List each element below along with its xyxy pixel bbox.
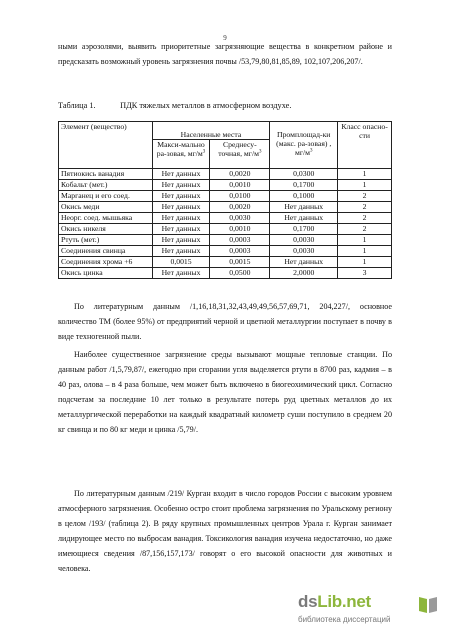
cell-industrial: 0,1700 [270, 180, 338, 191]
table-row [59, 169, 392, 180]
header-element: Элемент (вещество) [59, 122, 153, 169]
cell-industrial: 0,0300 [270, 169, 338, 180]
cell-avg: 0,0020 [210, 169, 270, 180]
table-title: ПДК тяжелых металлов в атмосферном воздухе. [120, 101, 292, 110]
cell-avg: 0,0003 [210, 246, 270, 257]
watermark-subtitle: библиотека диссертаций [298, 615, 391, 624]
cell-name: Кобальт (мет.) [59, 180, 153, 191]
cell-max: Нет данных [152, 268, 210, 279]
cell-class: 2 [338, 224, 392, 235]
cell-name: Соединения хрома +6 [59, 257, 153, 268]
cell-max: 0,0015 [152, 257, 210, 268]
cell-avg: 0,0100 [210, 191, 270, 202]
cell-max: Нет данных [152, 169, 210, 180]
cell-max: Нет данных [152, 180, 210, 191]
cell-class: 1 [338, 235, 392, 246]
cell-avg: 0,0020 [210, 202, 270, 213]
pdk-table [58, 121, 392, 279]
cell-max: Нет данных [152, 202, 210, 213]
header-industrial: Промплощад-ки (макс. ра-зовая) , $мг/м^3$ [270, 122, 338, 169]
header-max-once: Макси-мально ра-зовая, $мг/м^3$ [152, 140, 210, 169]
cell-industrial: Нет данных [270, 213, 338, 224]
table-row [59, 202, 392, 213]
cell-class: 1 [338, 257, 392, 268]
table-number: Таблица 1. [58, 101, 96, 110]
table-row [59, 235, 392, 246]
page-number: 9 [223, 34, 227, 42]
cell-name: Соединения свинца [59, 246, 153, 257]
table-row [59, 191, 392, 202]
cell-max: Нет данных [152, 235, 210, 246]
cell-class: 3 [338, 268, 392, 279]
cell-class: 2 [338, 191, 392, 202]
cell-name: Окись никеля [59, 224, 153, 235]
cell-name: Ртуть (мет.) [59, 235, 153, 246]
cell-name: Окись меди [59, 202, 153, 213]
cell-industrial: 0,0030 [270, 246, 338, 257]
cell-avg: 0,0010 [210, 180, 270, 191]
cell-class: 1 [338, 180, 392, 191]
table-row [59, 268, 392, 279]
header-daily-avg: Среднесу-точная, $мг/м^3$ [210, 140, 270, 169]
watermark-logo: dsLib.net [298, 592, 371, 611]
cell-avg: 0,0015 [210, 257, 270, 268]
header-populated: Населенные места [152, 122, 270, 140]
paragraph-3: По литературным данным /219/ Курган входит в число городов России с высоким уровнем атмосферного загрязнения. Особенно остро стоит проблема загрязнения по Уральскому региону в целом /193/ (таблица 2). В ряду крупных промышленных центров Урала г. Курган занимает лидирующее место по выбросам ванадия. Токсикология ванадия изучена недостаточно, но даже имеющиеся сведения /87,156,157,173/ говорят о его высокой опасности для животных и человека. [58, 489, 392, 573]
cell-industrial: 0,0030 [270, 235, 338, 246]
cell-class: 1 [338, 246, 392, 257]
cell-class: 1 [338, 169, 392, 180]
table-row [59, 224, 392, 235]
cell-class: 2 [338, 213, 392, 224]
cell-industrial: 0,1700 [270, 224, 338, 235]
cell-max: Нет данных [152, 246, 210, 257]
cell-max: Нет данных [152, 213, 210, 224]
paragraph-1: По литературным данным /1,16,18,31,32,43,49,49,56,57,69,71, 204,227/, основное количество ТМ (более 95%) от предприятий черной и цветной металлургии поступает в почву в виде техногенной пыли. [58, 302, 392, 341]
dslib-watermark [298, 590, 448, 630]
cell-max: Нет данных [152, 191, 210, 202]
cell-industrial: Нет данных [270, 257, 338, 268]
intro-paragraph: ными аэрозолями, выявить приоритетные загрязняющие вещества в конкретном районе и предсказать возможный уровень загрязнения почвы /53,79,80,81,85,89, 102,107,206,207/. [58, 42, 392, 66]
header-hazard-class: Класс опасно-сти [338, 122, 392, 169]
cell-avg: 0,0003 [210, 235, 270, 246]
cell-class: 2 [338, 202, 392, 213]
table-row [59, 213, 392, 224]
cell-industrial: Нет данных [270, 202, 338, 213]
cell-industrial: 0,1000 [270, 191, 338, 202]
cell-max: Нет данных [152, 224, 210, 235]
cell-industrial: 2,0000 [270, 268, 338, 279]
table-caption [58, 101, 392, 110]
cell-avg: 0,0030 [210, 213, 270, 224]
paragraph-2: Наиболее существенное загрязнение среды вызывают мощные тепловые станции. По данным работ /1,5,79,87/, ежегодно при сгорании угля выделяется ртути в 8700 раз, кадмия – в 40 раз, олова – в 4 раза больше, чем может быть включено в биогеохимический цикл. Согласно подсчетам за последние 10 лет только в результате потерь руд цветных металлов до их металлургической переработки на каждый квадратный километр суши поступило в среднем 20 кг свинца и по 80 кг меди и цинка /5,79/. [58, 350, 392, 434]
table-row [59, 180, 392, 191]
book-icon [416, 592, 440, 616]
table-row [59, 257, 392, 268]
cell-name: Марганец и его соед. [59, 191, 153, 202]
table-row [59, 246, 392, 257]
cell-avg: 0,0500 [210, 268, 270, 279]
cell-name: Неорг. соед. мышьяка [59, 213, 153, 224]
cell-name: Окись цинка [59, 268, 153, 279]
cell-name: Пятиокись ванадия [59, 169, 153, 180]
cell-avg: 0,0010 [210, 224, 270, 235]
